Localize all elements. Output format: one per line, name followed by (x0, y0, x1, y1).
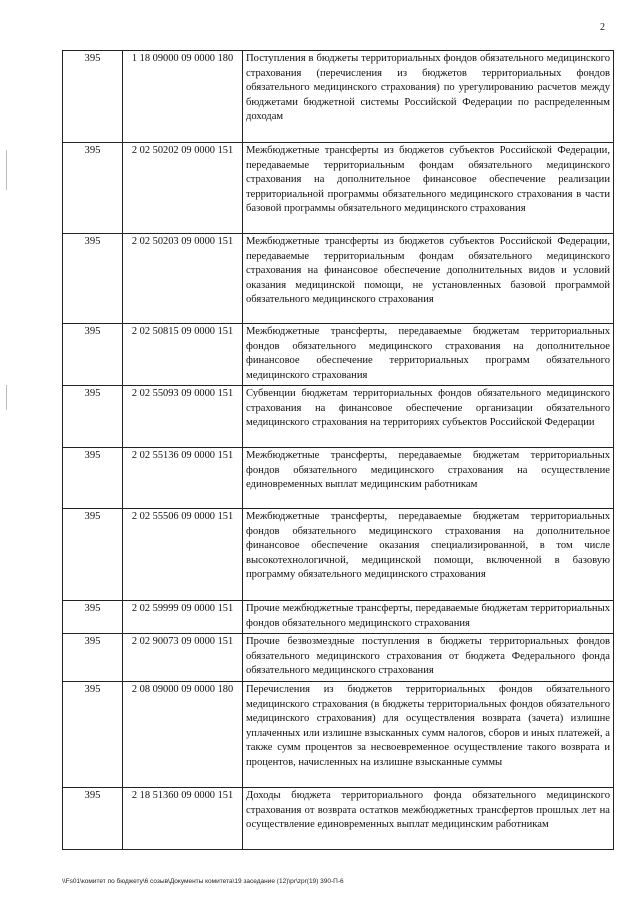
admin-code-cell: 395 (63, 51, 123, 143)
admin-code-cell: 395 (63, 788, 123, 850)
table-row (63, 788, 614, 850)
table-row (63, 448, 614, 509)
budget-code-cell: 2 18 51360 09 0000 151 (123, 788, 243, 850)
admin-code-cell: 395 (63, 509, 123, 601)
budget-code-cell: 2 02 90073 09 0000 151 (123, 634, 243, 682)
description-cell: Поступления в бюджеты территориальных фондов обязательного медицинского страхования (перечисления из бюджетов территориальных фондов обязательного медицинского страхования) по урегулированию расчетов между бюджетами бюджетной системы Российской Федерации по распределенным доходам (243, 51, 614, 143)
description-cell: Субвенции бюджетам территориальных фондов обязательного медицинского страхования на финансовое обеспечение организации обязательного медицинского страхования на территориях субъектов Российской Федерации (243, 386, 614, 448)
table-row (63, 634, 614, 682)
page-number: 2 (600, 22, 605, 33)
budget-code-cell: 2 02 59999 09 0000 151 (123, 601, 243, 634)
table-row (63, 386, 614, 448)
budget-code-cell: 2 02 55136 09 0000 151 (123, 448, 243, 509)
admin-code-cell: 395 (63, 634, 123, 682)
table-row (63, 143, 614, 234)
admin-code-cell: 395 (63, 324, 123, 386)
table-row (63, 234, 614, 324)
description-cell: Межбюджетные трансферты из бюджетов субъектов Российской Федерации, передаваемые территориальным фондам обязательного медицинского страхования на финансовое обеспечение дополнительных видов и условий оказания медицинской помощи, не установленных базовой программой обязательного медицинского страхования (243, 234, 614, 324)
table-row (63, 324, 614, 386)
budget-code-cell: 2 02 50815 09 0000 151 (123, 324, 243, 386)
description-cell: Доходы бюджета территориального фонда обязательного медицинского страхования от возврата остатков межбюджетных трансфертов прошлых лет на осуществление единовременных выплат медицинским работникам (243, 788, 614, 850)
admin-code-cell: 395 (63, 601, 123, 634)
table-row (63, 509, 614, 601)
budget-code-cell: 2 02 55093 09 0000 151 (123, 386, 243, 448)
budget-codes-table (62, 50, 614, 850)
description-cell: Межбюджетные трансферты, передаваемые бюджетам территориальных фондов обязательного медицинского страхования на дополнительное финансовое обеспечение оказания специализированной, в том числе высокотехнологичной, медицинской помощи, включенной в базовую программу обязательного медицинского страхования (243, 509, 614, 601)
description-cell: Межбюджетные трансферты из бюджетов субъектов Российской Федерации, передаваемые территориальным фондам обязательного медицинского страхования на дополнительное финансовое обеспечение реализации территориальной программы обязательного медицинского страхования в части базовой программы обязательного медицинского страхования (243, 143, 614, 234)
description-cell: Межбюджетные трансферты, передаваемые бюджетам территориальных фондов обязательного медицинского страхования на дополнительное финансовое обеспечение территориальных программ обязательного медицинского страхования (243, 324, 614, 386)
description-cell: Межбюджетные трансферты, передаваемые бюджетам территориальных фондов обязательного медицинского страхования на осуществление единовременных выплат медицинским работникам (243, 448, 614, 509)
admin-code-cell: 395 (63, 143, 123, 234)
budget-code-cell: 1 18 09000 09 0000 180 (123, 51, 243, 143)
budget-code-cell: 2 02 55506 09 0000 151 (123, 509, 243, 601)
description-cell: Перечисления из бюджетов территориальных фондов обязательного медицинского страхования (в бюджеты территориальных фондов обязательного медицинского страхования) для осуществления возврата (зачета) излишне уплаченных или излишне взысканных сумм налогов, сборов и иных платежей, а также сумм процентов за несвоевременное осуществление такого возврата и процентов, начисленных на излишне взысканные суммы (243, 682, 614, 788)
budget-code-cell: 2 02 50203 09 0000 151 (123, 234, 243, 324)
table-row (63, 682, 614, 788)
description-cell: Прочие межбюджетные трансферты, передаваемые бюджетам территориальных фондов обязательного медицинского страхования (243, 601, 614, 634)
admin-code-cell: 395 (63, 234, 123, 324)
admin-code-cell: 395 (63, 386, 123, 448)
margin-mark (6, 385, 7, 410)
table-row (63, 51, 614, 143)
budget-code-cell: 2 08 09000 09 0000 180 (123, 682, 243, 788)
description-cell: Прочие безвозмездные поступления в бюджеты территориальных фондов обязательного медицинского страхования от бюджета Федерального фонда обязательного медицинского страхования (243, 634, 614, 682)
admin-code-cell: 395 (63, 682, 123, 788)
admin-code-cell: 395 (63, 448, 123, 509)
budget-code-cell: 2 02 50202 09 0000 151 (123, 143, 243, 234)
table-row (63, 601, 614, 634)
file-path-footer: \\Fs01\комитет по бюджету\6 созыв\Документы комитета\19 заседание (12)\pr\zpr(19) 390-П-6 (62, 878, 344, 885)
margin-mark (6, 150, 7, 190)
